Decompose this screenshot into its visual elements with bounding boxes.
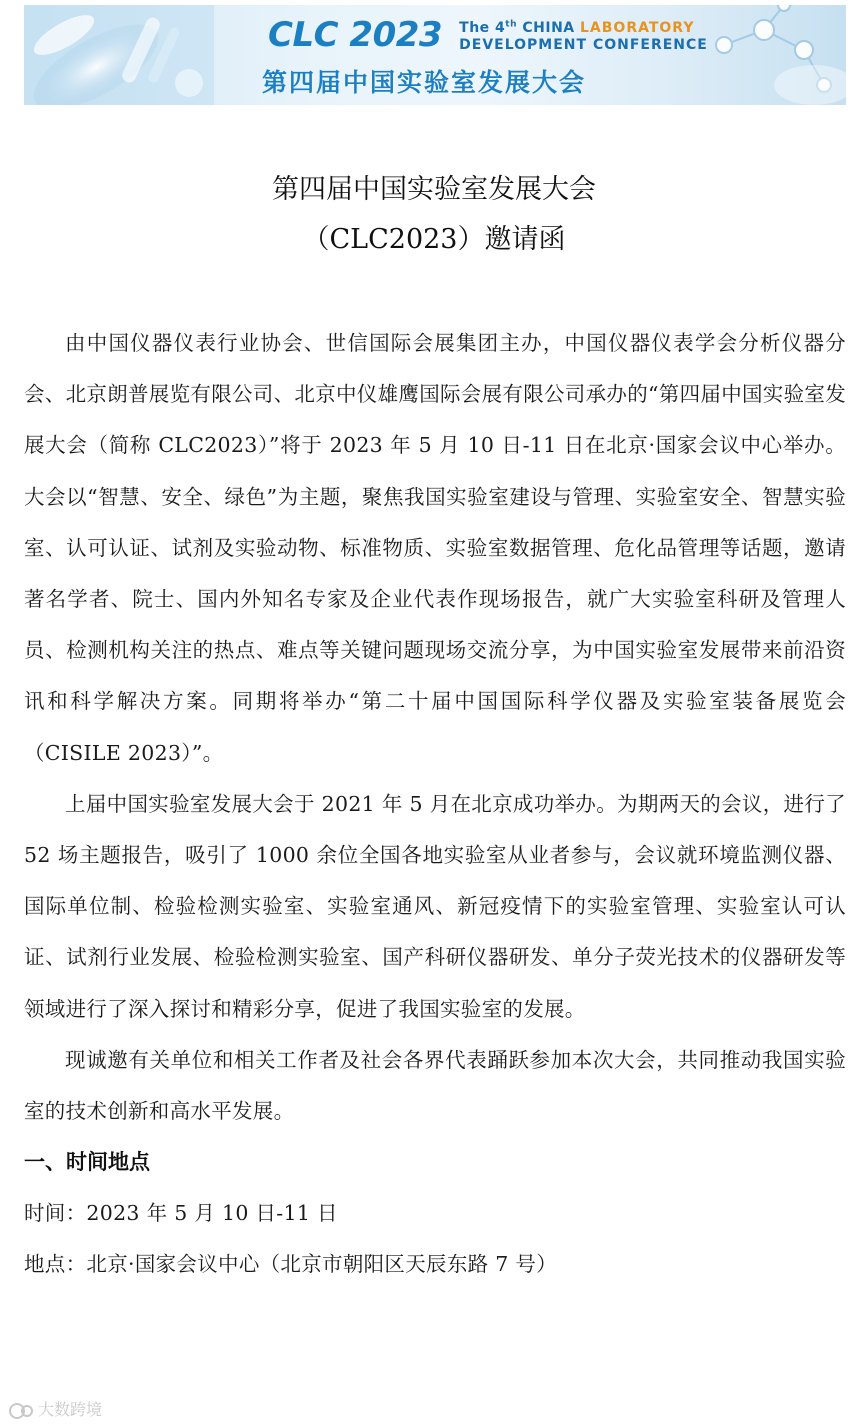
title-line-2: （CLC2023）邀请函 bbox=[302, 224, 566, 255]
paragraph-previous-conference: 上届中国实验室发展大会于 2021 年 5 月在北京成功举办。为期两天的会议，进行了 52 场主题报告，吸引了 1000 余位全国各地实验室从业者参与，会议就环境监测仪器、国际单位制、检验检测实验室、实验室通风、新冠疫情下的实验室管理、实验室认可认证、试剂行业发展、检验检测实验室、国产科研仪器研发、单分子荧光技术的仪器研发等领域进行了深入探讨和精彩分享，促进了我国实验室的发展。 bbox=[24, 791, 846, 1021]
title-line-1: 第四届中国实验室发展大会 bbox=[272, 174, 596, 205]
paragraph-intro: 由中国仪器仪表行业协会、世信国际会展集团主办，中国仪器仪表学会分析仪器分会、北京朗普展览有限公司、北京中仪雄鹰国际会展有限公司承办的“第四届中国实验室发展大会（简称 CLC2023）”将于 2023 年 5 月 10 日-11 日在北京·国家会议中心举办。大会以“智慧、安全、绿色”为主题，聚焦我国实验室建设与管理、实验室安全、智慧实验室、认可认证、试剂及实验动物、标准物质、实验室数据管理、危化品管理等话题，邀请著名学者、院士、国内外知名专家及企业代表作现场报告，就广大实验室科研及管理人员、检测机构关注的热点、难点等关键问题现场交流分享，为中国实验室发展带来前沿资讯和科学解决方案。同期将举办“第二十届中国国际科学仪器及实验室装备展览会（CISILE 2023）”。 bbox=[24, 331, 846, 765]
watermark-logo-icon bbox=[8, 1402, 34, 1420]
banner-main-title: CLC 2023 bbox=[268, 15, 443, 55]
place-line: 地点：北京·国家会议中心（北京市朝阳区天辰东路 7 号） bbox=[24, 1252, 557, 1277]
section-heading-time-place: 一、时间地点 bbox=[24, 1150, 150, 1175]
document-title bbox=[0, 165, 868, 265]
banner-chinese-title: 第四届中国实验室发展大会 bbox=[262, 68, 587, 97]
paragraph-invitation: 现诚邀有关单位和相关工作者及社会各界代表踊跃参加本次大会，共同推动我国实验室的技术创新和高水平发展。 bbox=[24, 1047, 846, 1124]
banner-subtitle: The 4th CHINA LABORATORY DEVELOPMENT CONFERENCE bbox=[459, 19, 708, 53]
time-line: 时间：2023 年 5 月 10 日-11 日 bbox=[24, 1201, 338, 1226]
watermark: 大数跨境 bbox=[8, 1397, 102, 1420]
conference-banner bbox=[24, 5, 846, 105]
document-body bbox=[24, 318, 846, 1291]
